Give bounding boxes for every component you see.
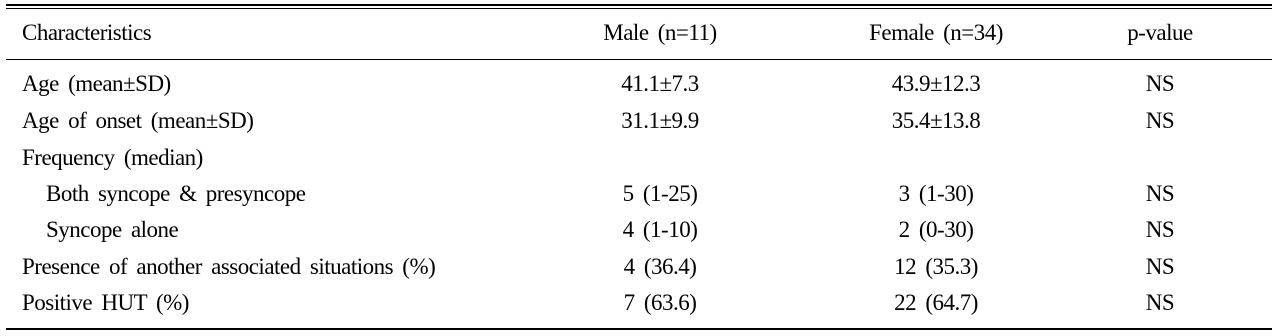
row-pvalue: NS: [1145, 181, 1175, 206]
table-top-rule-inner: [6, 8, 1272, 9]
row-female-value: 35.4±13.8: [891, 108, 981, 133]
row-female-value: 3 (1-30): [898, 181, 974, 206]
table-header-rule: [6, 59, 1272, 60]
row-male-value: 41.1±7.3: [621, 71, 699, 96]
table-bottom-rule: [6, 328, 1272, 330]
table-header-row: [0, 18, 1278, 48]
header-pvalue: p-value: [1127, 20, 1193, 45]
row-male-value: 4 (36.4): [623, 254, 697, 279]
row-label: Frequency (median): [22, 145, 203, 170]
table-row: [0, 143, 1278, 173]
table-row: [0, 179, 1278, 209]
table-row: [0, 288, 1278, 318]
table-row: [0, 215, 1278, 245]
row-label: Age of onset (mean±SD): [22, 108, 254, 133]
table-row: [0, 252, 1278, 282]
row-pvalue: NS: [1145, 108, 1175, 133]
row-pvalue: NS: [1145, 254, 1175, 279]
row-pvalue: NS: [1145, 290, 1175, 315]
row-label: Syncope alone: [46, 217, 179, 242]
row-male-value: 4 (1-10): [622, 217, 698, 242]
header-male: Male (n=11): [603, 20, 717, 45]
header-characteristics: Characteristics: [22, 20, 152, 45]
table-row: [0, 106, 1278, 136]
table-top-rule: [6, 4, 1272, 6]
row-pvalue: NS: [1145, 217, 1175, 242]
row-label: Both syncope & presyncope: [46, 181, 306, 206]
header-female: Female (n=34): [869, 20, 1003, 45]
row-male-value: 31.1±9.9: [621, 108, 699, 133]
row-female-value: 2 (0-30): [898, 217, 974, 242]
row-label: Age (mean±SD): [22, 71, 171, 96]
row-male-value: 7 (63.6): [623, 290, 697, 315]
row-female-value: 22 (64.7): [894, 290, 978, 315]
row-pvalue: NS: [1145, 71, 1175, 96]
row-label: Positive HUT (%): [22, 290, 189, 315]
row-female-value: 12 (35.3): [894, 254, 978, 279]
row-male-value: 5 (1-25): [622, 181, 698, 206]
row-label: Presence of another associated situations (%): [22, 254, 436, 279]
table-row: [0, 69, 1278, 99]
row-female-value: 43.9±12.3: [891, 71, 981, 96]
